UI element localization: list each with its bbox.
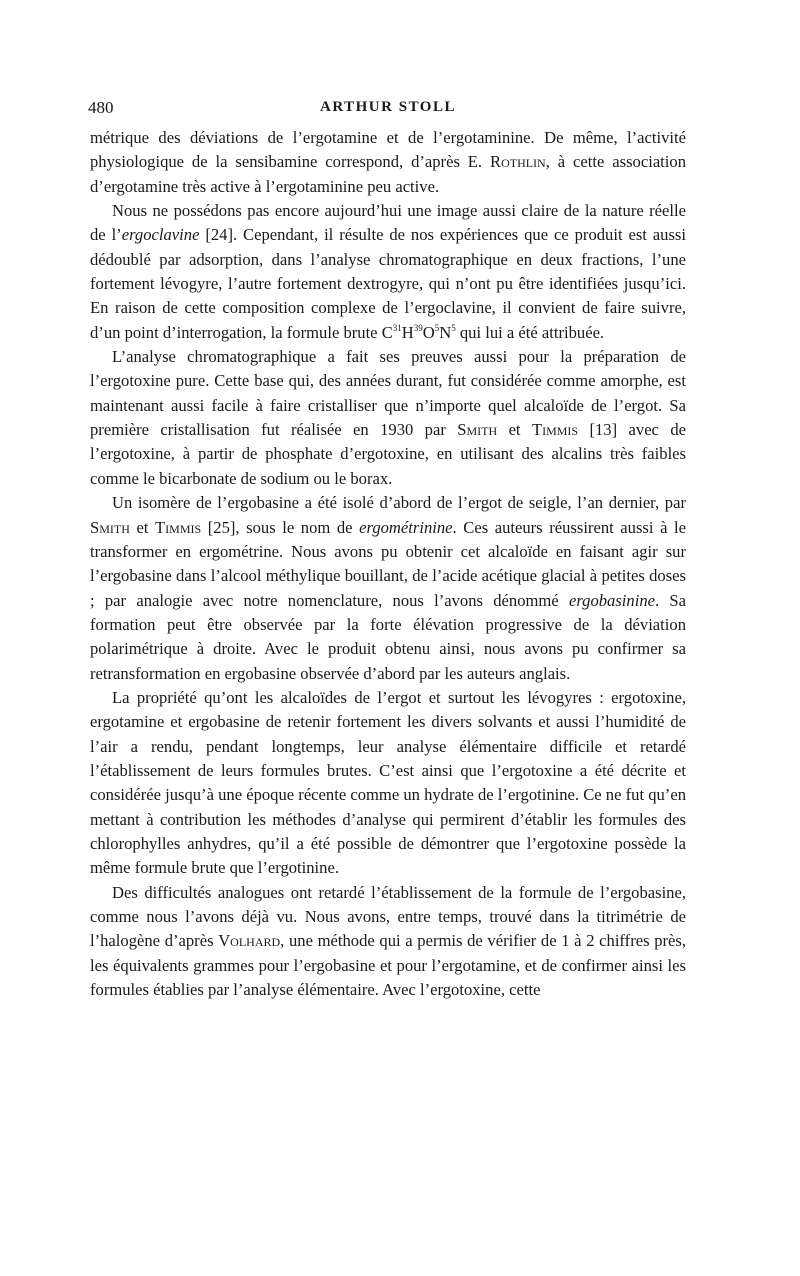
formula-subscript: 39 bbox=[413, 322, 423, 333]
text-run: , à cette association d’ergotamine très active à l’ergotaminine peu active. bbox=[90, 152, 686, 196]
text-run: Nous ne possédons pas encore aujourd’hui une image aussi claire de la nature réelle de l’ bbox=[90, 201, 686, 245]
paragraph bbox=[90, 345, 686, 491]
text-run: [24]. Cependant, il résulte de nos expériences que ce produit est aussi dédoublé par adsorption, dans l’analyse chromatographique en deux fractions, l’une fortement lévogyre, l’autre fortement dextrogyre, qui n’ont pu être identifiées jusqu’ici. En raison de cette composition complexe de l’ergoclavine, il convient de faire suivre, d’un point d’interrogation, la formule brute C bbox=[90, 225, 686, 342]
text-run: L’analyse chromatographique a fait ses preuves aussi pour la préparation de l’ergotoxine pure. Cette base qui, des années durant, fut considérée comme amorphe, est maintenant aussi facile à faire cristalliser que n’importe quel alcaloïde de l’ergot. Sa première cristallisation fut réalisée en 1930 par bbox=[90, 347, 686, 440]
paragraph bbox=[90, 126, 686, 199]
text-run: [25], sous le nom de bbox=[201, 517, 360, 537]
text-run: [13] avec de l’ergotoxine, à partir de phosphate d’ergotoxine, en utilisant des alcalins très faibles comme le bicarbonate de sodium ou le borax. bbox=[90, 420, 686, 488]
text-run: métrique des déviations de l’ergotamine et de l’ergotaminine. De même, l’activité physiologique de la sensibamine correspond, d’après E. bbox=[90, 128, 686, 172]
formula-element: O bbox=[422, 322, 435, 342]
text-run: . Sa formation peut être observée par la forte élévation progressive de la déviation polarimétrique à droite. Avec le produit obtenu ainsi, nous avons pu confirmer sa retransformation en ergobasine observée d’abord par les auteurs anglais. bbox=[90, 590, 686, 683]
formula-element: H bbox=[401, 322, 414, 342]
paragraph bbox=[90, 491, 686, 686]
book-page bbox=[90, 98, 686, 1002]
page-number: 480 bbox=[88, 98, 114, 117]
paragraph bbox=[90, 199, 686, 345]
formula-subscript: 31 bbox=[392, 322, 402, 333]
term: ergobasinine bbox=[568, 590, 655, 610]
running-head: ARTHUR STOLL bbox=[320, 99, 456, 115]
formula-element: N bbox=[439, 322, 452, 342]
author-name: Volhard bbox=[218, 931, 281, 951]
text-run: et bbox=[129, 517, 156, 537]
author-name: Timmis bbox=[155, 517, 202, 537]
formula-subscript: 5 bbox=[434, 322, 440, 333]
paragraph bbox=[90, 881, 686, 1003]
formula-subscript: 5 bbox=[451, 322, 456, 333]
author-name: Timmis bbox=[531, 420, 579, 440]
text-run: Des difficultés analogues ont retardé l’établissement de la formule de l’ergobasine, comme nous l’avons déjà vu. Nous avons, entre temps, trouvé dans la titrimétrie de l’halogène d’après bbox=[90, 882, 686, 951]
page-header bbox=[90, 98, 686, 126]
text-run: Un isomère de l’ergobasine a été isolé d’abord de l’ergot de seigle, l’an dernier, par bbox=[112, 493, 686, 513]
paragraph: La propriété qu’ont les alcaloïdes de l’ergot et surtout les lévogyres : ergotoxine, ergotamine et ergobasine de retenir fortement les divers solvants et aussi l’humidité de l’air a rendu, pendant longtemps, leur analyse élémentaire difficile et retardé l’établissement de leurs formules brutes. C’est ainsi que l’ergotoxine a été décrite et considérée jusqu’à une époque récente comme un hydrate de l’ergotinine. Ce ne fut qu’en mettant à contribution les méthodes d’analyse qui permirent d’établir les formules des chlorophylles anhydres, qu’il a été possible de démontrer que l’ergotoxine possède la même formule brute que l’ergotinine. bbox=[90, 687, 686, 878]
author-name: Smith bbox=[90, 517, 130, 537]
term: ergoclavine bbox=[121, 225, 200, 245]
text-run: . Ces auteurs réussirent aussi à le transformer en ergométrine. Nous avons pu obtenir cet alcaloïde en faisant agir sur l’ergobasine dans l’alcool méthylique bouillant, de l’acide acétique glacial à petites doses ; par analogie avec notre nomenclature, nous l’avons dénommé bbox=[90, 517, 686, 610]
text-run: et bbox=[497, 420, 532, 440]
term: ergométrinine bbox=[359, 517, 453, 537]
text-run: , une méthode qui a permis de vérifier de 1 à 2 chiffres près, les équivalents grammes pour l’ergobasine et pour l’ergotamine, et de confirmer ainsi les formules établies par l’analyse élémentaire. Avec l’ergotoxine, cette bbox=[90, 931, 686, 1000]
author-name: Smith bbox=[457, 420, 498, 440]
body-text bbox=[90, 126, 686, 1002]
text-run: qui lui a été attribuée. bbox=[455, 322, 605, 342]
author-name: Rothlin bbox=[490, 152, 546, 172]
